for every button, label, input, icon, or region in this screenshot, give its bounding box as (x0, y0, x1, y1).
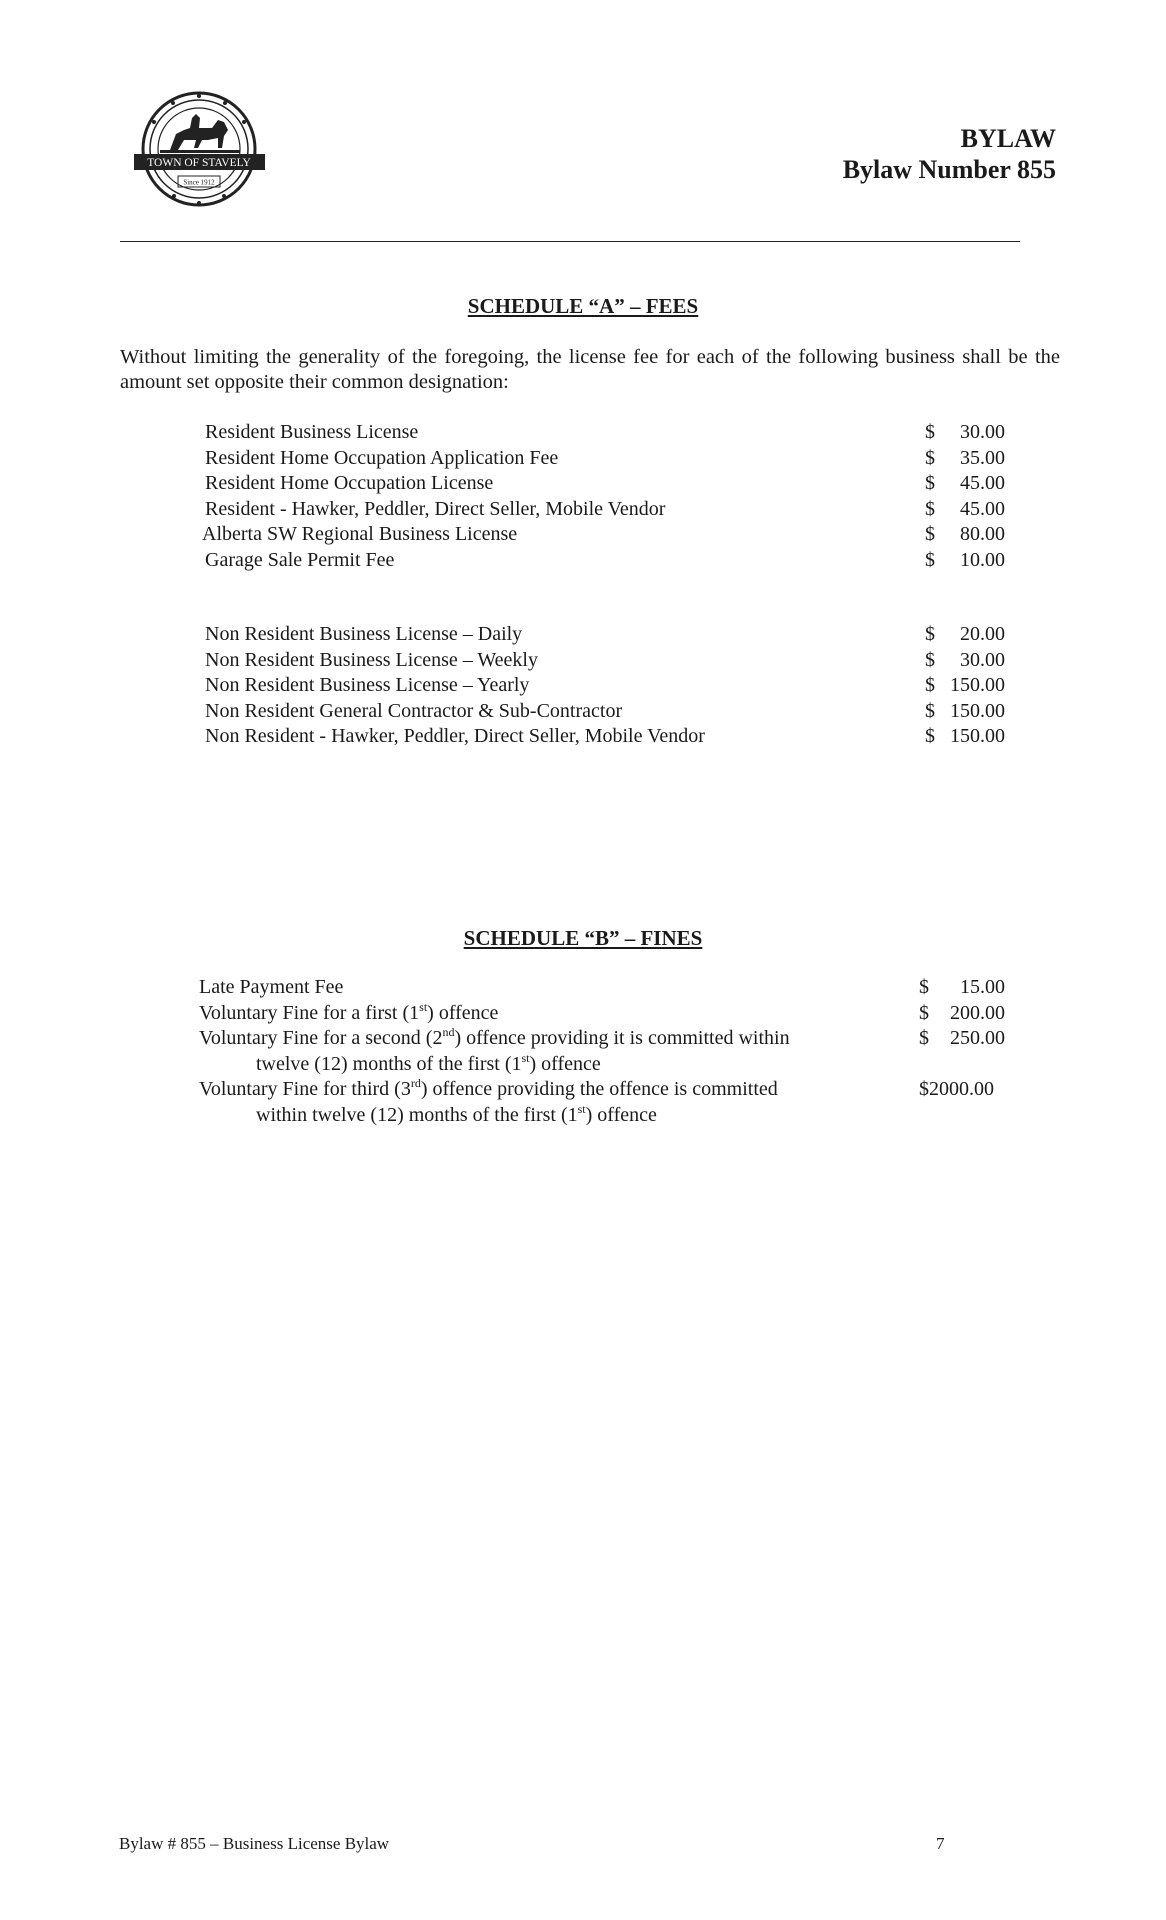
list-item: Non Resident Business License – Yearly $ 150.00 (205, 674, 1005, 696)
bylaw-number: Bylaw Number 855 (842, 155, 1056, 184)
fines-list (199, 975, 1005, 1128)
list-item: Alberta SW Regional Business License $ 80.00 (202, 523, 1005, 545)
list-item: Garage Sale Permit Fee $ 10.00 (205, 548, 1005, 571)
list-item: Non Resident - Hawker, Peddler, Direct Seller, Mobile Vendor $ 150.00 (205, 725, 1005, 747)
document-type: BYLAW (960, 124, 1056, 153)
list-item: Resident Home Occupation License $ 45.00 (205, 472, 1005, 494)
non-resident-fee-list (205, 622, 1005, 750)
page-number: 7 (936, 1834, 945, 1853)
list-item: Late Payment Fee $ 15.00 (199, 976, 1005, 998)
list-item: Resident - Hawker, Peddler, Direct Seller, Mobile Vendor $ 45.00 (205, 497, 1005, 520)
list-item: Resident Business License $ 30.00 (205, 421, 1005, 443)
list-item: Resident Home Occupation Application Fee $ 35.00 (205, 446, 1005, 469)
list-item: Voluntary Fine for a second (2nd) offence providing it is committed within twelve (12) months of the first (1st) offence $ 250.00 (199, 1025, 1005, 1075)
list-item: Non Resident General Contractor & Sub-Contractor $ 150.00 (205, 699, 1005, 722)
logo-since: Since 1912 (183, 178, 215, 187)
resident-fee-list (202, 420, 1005, 573)
town-seal-logo (132, 88, 267, 210)
list-item: Voluntary Fine for third (3rd) offence providing the offence is committed within twelve (12) months of the first (1st) offence $2000.00 (199, 1076, 994, 1126)
list-item: Non Resident Business License – Daily $ 20.00 (205, 623, 1005, 645)
schedule-a-intro: Without limiting the generality of the foregoing, the license fee for each of the following business shall be the amount set opposite their common designation: (120, 346, 1060, 393)
schedule-a-title: SCHEDULE “A” – FEES (467, 294, 699, 318)
footer-text: Bylaw # 855 – Business License Bylaw (119, 1834, 390, 1853)
list-item: Voluntary Fine for a first (1st) offence $ 200.00 (199, 999, 1005, 1024)
schedule-b-title: SCHEDULE “B” – FINES (463, 926, 703, 950)
header-divider (120, 241, 1020, 242)
logo-text: TOWN OF STAVELY (147, 157, 251, 169)
list-item: Non Resident Business License – Weekly $ 30.00 (205, 648, 1005, 671)
